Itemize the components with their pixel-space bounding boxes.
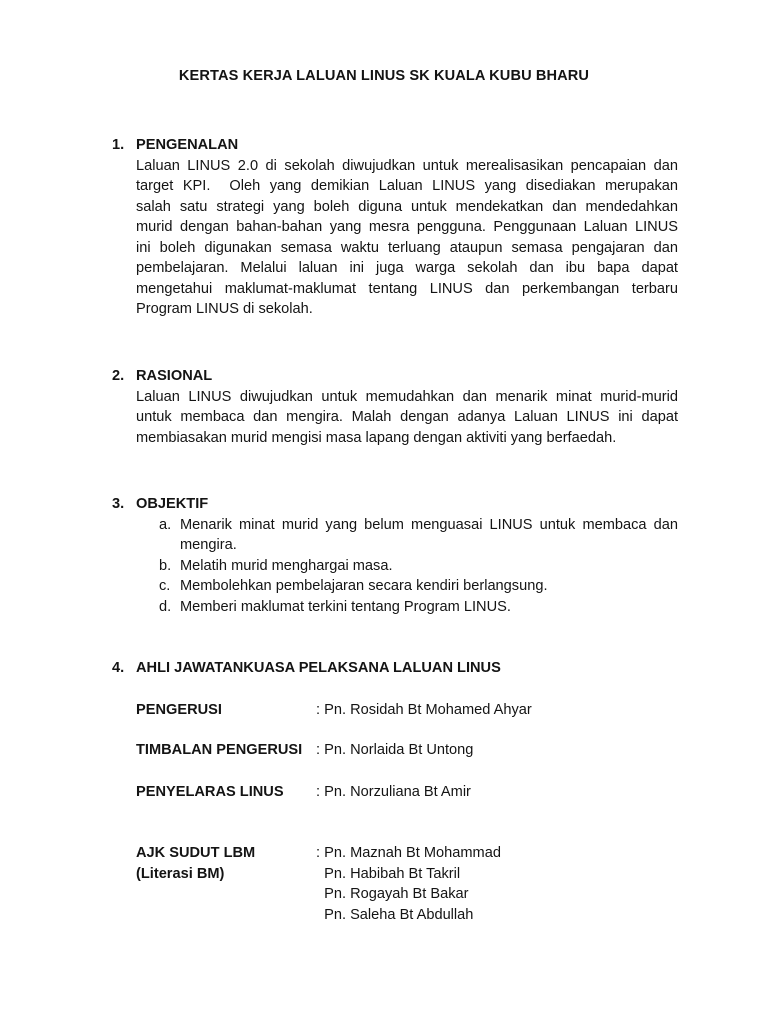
list-item — [136, 576, 678, 597]
paragraph-line: murid dengan bahan-bahan yang mesra pengguna. Penggunaan Laluan LINUS — [136, 219, 678, 235]
committee-row — [136, 843, 678, 925]
section-number: 1. — [112, 137, 125, 153]
list-item-text — [180, 556, 678, 577]
role-line: PENYELARAS LINUS — [136, 783, 284, 800]
section-title: RASIONAL — [136, 368, 213, 384]
paragraph-line: salah satu strategi yang boleh diguna untuk mendekatkan dan mendedahkan — [136, 198, 678, 215]
committee-role — [136, 843, 316, 925]
list-item-letter: a. — [159, 516, 172, 533]
member-name: Pn. Habibah Bt Takril — [316, 865, 461, 882]
member-name: : Pn. Norzuliana Bt Amir — [316, 783, 471, 800]
list-item-line: Menarik minat murid yang belum menguasai LINUS untuk membaca dan — [180, 516, 678, 533]
paragraph-line: target KPI. Oleh yang demikian Laluan LINUS yang disediakan merupakan — [136, 178, 678, 194]
section-title: OBJEKTIF — [136, 496, 209, 512]
list-item — [136, 515, 678, 556]
committee-names — [316, 700, 678, 721]
role-line: (Literasi BM) — [136, 865, 225, 882]
member-name: : Pn. Rosidah Bt Mohamed Ahyar — [316, 701, 532, 718]
member-name: Pn. Saleha Bt Abdullah — [316, 906, 474, 923]
committee-row — [136, 700, 678, 721]
member-name: : Pn. Maznah Bt Mohammad — [316, 845, 501, 861]
list-item — [136, 556, 678, 577]
section-number: 3. — [112, 496, 125, 512]
section-heading — [112, 366, 678, 387]
list-item-letter: c. — [159, 578, 171, 594]
paragraph-line: mengetahui maklumat-maklumat tentang LINUS dan perkembangan terbaru — [136, 280, 678, 297]
committee-names — [316, 843, 678, 925]
paragraph-line: membiasakan murid mengisi masa lapang dengan aktiviti yang berfaedah. — [136, 429, 617, 446]
committee-role — [136, 740, 316, 761]
paragraph-line: Laluan LINUS diwujudkan untuk memudahkan dan menarik minat murid-murid — [136, 388, 678, 405]
list-item-line: mengira. — [180, 537, 237, 553]
list-item-text — [180, 597, 678, 618]
paragraph-line: pembelajaran. Melalui laluan ini juga warga sekolah dan ibu bapa dapat — [136, 260, 678, 276]
section-title: PENGENALAN — [136, 137, 239, 153]
list-item-letter: b. — [159, 557, 172, 574]
section-paragraph — [136, 156, 678, 320]
list-item-text — [180, 515, 678, 556]
section-heading — [112, 658, 678, 679]
list-item-text — [180, 576, 678, 597]
section-number: 4. — [112, 660, 125, 676]
paragraph-line: untuk membaca dan mengira. Malah dengan adanya Laluan LINUS ini dapat — [136, 409, 678, 425]
section-number: 2. — [112, 368, 125, 384]
section-pengenalan — [112, 135, 678, 320]
paragraph-line: ini boleh digunakan semasa waktu terluang ataupun semasa pengajaran dan — [136, 239, 678, 256]
committee-row — [136, 740, 678, 761]
document-title: KERTAS KERJA LALUAN LINUS SK KUALA KUBU BHARU — [178, 68, 590, 84]
paragraph-line: Program LINUS di sekolah. — [136, 301, 313, 317]
section-ahli-jawatankuasa — [112, 658, 678, 925]
section-objektif — [112, 494, 678, 617]
committee-row — [136, 782, 678, 803]
list-item-line: Memberi maklumat terkini tentang Program LINUS. — [180, 598, 511, 615]
section-heading — [112, 135, 678, 156]
paragraph-line: Laluan LINUS 2.0 di sekolah diwujudkan untuk merealisasikan pencapaian dan — [136, 157, 678, 174]
objective-list — [136, 515, 678, 618]
section-rasional — [112, 366, 678, 448]
list-item-letter: d. — [159, 598, 172, 615]
committee-names — [316, 740, 678, 761]
list-item — [136, 597, 678, 618]
list-item-line: Membolehkan pembelajaran secara kendiri berlangsung. — [180, 578, 548, 594]
member-name: : Pn. Norlaida Bt Untong — [316, 742, 474, 758]
role-line: PENGERUSI — [136, 701, 222, 718]
section-paragraph — [136, 387, 678, 449]
member-name: Pn. Rogayah Bt Bakar — [316, 886, 469, 902]
section-title: AHLI JAWATANKUASA PELAKSANA LALUAN LINUS — [136, 660, 501, 676]
committee-role — [136, 782, 316, 803]
committee-role — [136, 700, 316, 721]
committee-names — [316, 782, 678, 803]
section-heading — [112, 494, 678, 515]
list-item-line: Melatih murid menghargai masa. — [180, 557, 393, 574]
role-line: AJK SUDUT LBM — [136, 845, 256, 861]
role-line: TIMBALAN PENGERUSI — [136, 742, 303, 758]
